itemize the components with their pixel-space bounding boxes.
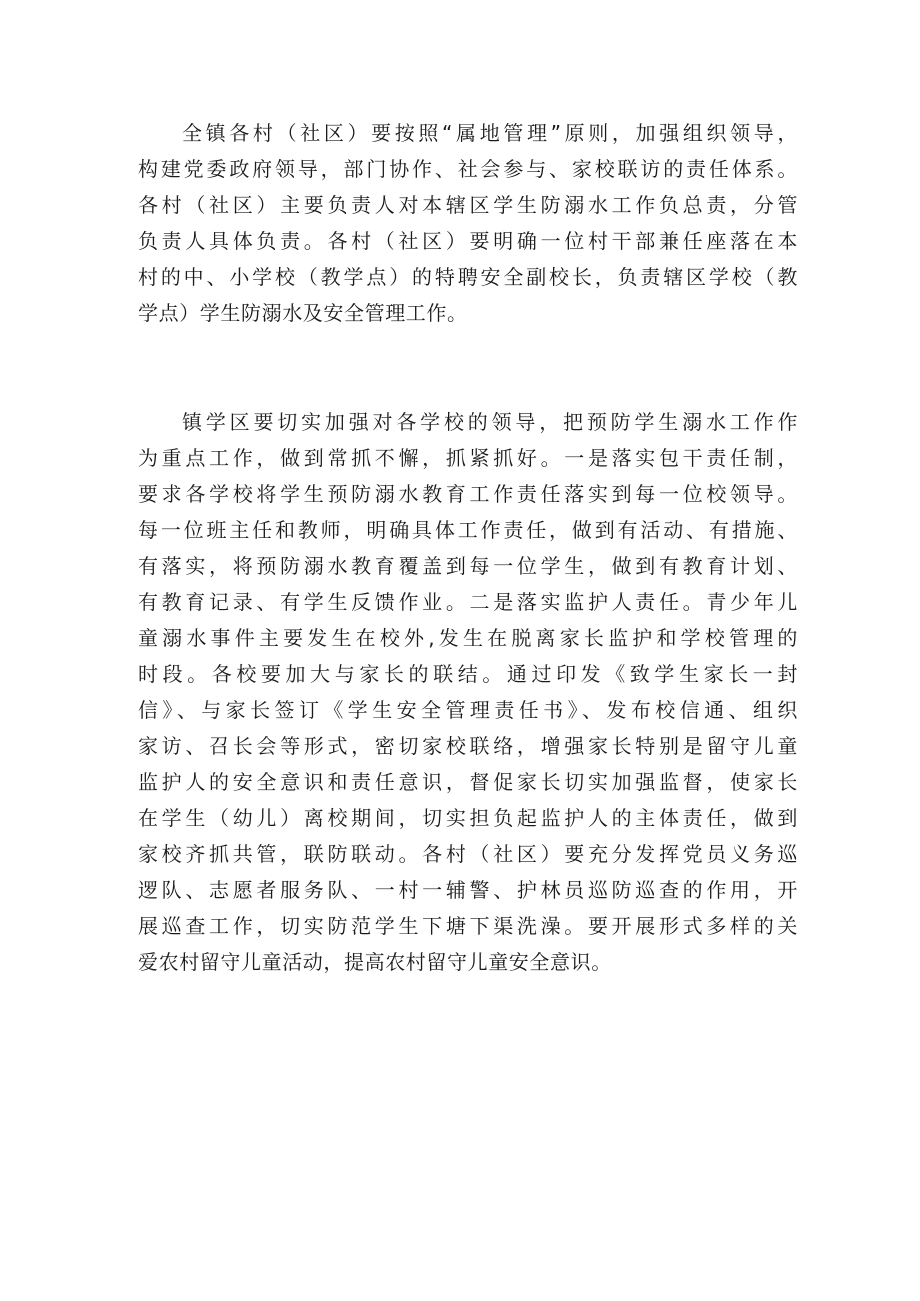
paragraph-line: 负责人具体负责。各村（社区）要明确一位村干部兼任座落在本: [138, 229, 798, 253]
paragraph-line: 村的中、小学校（教学点）的特聘安全副校长，负责辖区学校（教: [138, 265, 798, 289]
paragraph-line: 有落实，将预防溺水教育覆盖到每一位学生，做到有教育计划、: [138, 554, 798, 578]
paragraph-line: 为重点工作，做到常抓不懈，抓紧抓好。一是落实包干责任制，: [138, 446, 798, 470]
paragraph-line: 展巡查工作，切实防范学生下塘下渠洗澡。要开展形式多样的关: [138, 914, 798, 938]
paragraph-line: 童溺水事件主要发生在校外,发生在脱离家长监护和学校管理的: [138, 626, 798, 650]
paragraph-line: 逻队、志愿者服务队、一村一辅警、护林员巡防巡查的作用，开: [138, 878, 798, 902]
paragraph-line: 在学生（幼儿）离校期间，切实担负起监护人的主体责任，做到: [138, 806, 798, 830]
paragraph-line: 信》、与家长签订《学生安全管理责任书》、发布校信通、组织: [138, 698, 798, 722]
paragraph-line: 时段。各校要加大与家长的联结。通过印发《致学生家长一封: [138, 662, 798, 686]
paragraph-line: 爱农村留守儿童活动，提高农村留守儿童安全意识。: [138, 950, 612, 974]
paragraph-line: 家校齐抓共管，联防联动。各村（社区）要充分发挥党员义务巡: [138, 842, 798, 866]
paragraph-line: 要求各学校将学生预防溺水教育工作责任落实到每一位校领导。: [138, 482, 798, 506]
paragraph-line: 学点）学生防溺水及安全管理工作。: [138, 301, 468, 325]
paragraph-line: 有教育记录、有学生反馈作业。二是落实监护人责任。青少年儿: [138, 590, 798, 614]
paragraph-line: 全镇各村（社区）要按照“属地管理”原则，加强组织领导，: [182, 121, 798, 145]
paragraph-line: 构建党委政府领导，部门协作、社会参与、家校联访的责任体系。: [138, 157, 798, 181]
paragraph-line: 家访、召长会等形式，密切家校联络，增强家长特别是留守儿童: [138, 734, 798, 758]
paragraph-line: 各村（社区）主要负责人对本辖区学生防溺水工作负总责，分管: [138, 193, 798, 217]
paragraph-school-leadership: [138, 404, 798, 980]
paragraph-line: 监护人的安全意识和责任意识，督促家长切实加强监督，使家长: [138, 770, 798, 794]
paragraph-line: 每一位班主任和教师，明确具体工作责任，做到有活动、有措施、: [138, 518, 798, 542]
paragraph-line: 镇学区要切实加强对各学校的领导，把预防学生溺水工作作: [182, 410, 798, 434]
paragraph-responsibility-system: [138, 115, 798, 331]
